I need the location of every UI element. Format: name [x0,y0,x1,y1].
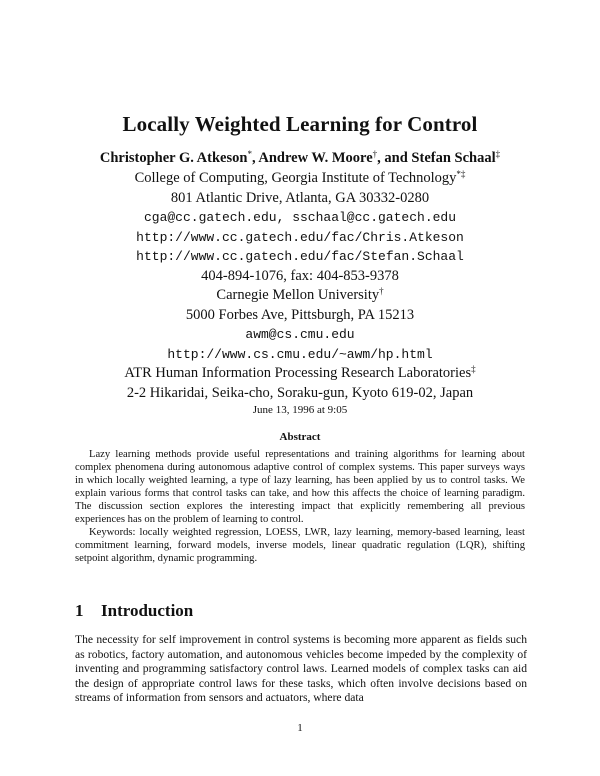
section-title: Introduction [101,601,194,620]
author-name: Christopher G. Atkeson [99,150,248,166]
affiliation-mark: † [379,286,384,296]
section-number: 1 [75,601,84,620]
email-cmu[interactable]: awm@cs.cmu.edu [245,327,355,342]
phone-georgia: 404-894-1076, fax: 404-853-9378 [201,267,399,284]
url-moore[interactable]: http://www.cs.cmu.edu/~awm/hp.html [167,346,433,362]
affiliation-mark: ‡ [471,364,476,374]
author-mark: ‡ [495,149,501,159]
paper-title: Locally Weighted Learning for Control [122,112,478,136]
address-georgia: 801 Atlantic Drive, Atlanta, GA 30332-0280 [170,189,430,206]
email-georgia[interactable]: cga@cc.gatech.edu, sschaal@cc.gatech.edu [143,210,457,225]
affiliation-name: Carnegie Mellon University [216,287,380,303]
address-cmu: 5000 Forbes Ave, Pittsburgh, PA 15213 [185,306,415,323]
author-list [0,150,600,167]
author-mark: * [247,149,252,159]
section-body [75,633,527,706]
address-atr: 2-2 Hikaridai, Seika-cho, Soraku-gun, Kyoto 619-02, Japan [126,384,474,401]
paper-date: June 13, 1996 at 9:05 [252,404,348,416]
affiliation-name: College of Computing, Georgia Institute of Technology [134,170,457,186]
affiliation-atr [0,364,600,384]
url-schaal[interactable]: http://www.cc.gatech.edu/fac/Stefan.Schaal [136,249,464,264]
affiliation-mark: *‡ [456,169,466,179]
url-atkeson[interactable]: http://www.cc.gatech.edu/fac/Chris.Atkeson [136,229,464,245]
author-name: Andrew W. Moore [258,150,373,166]
affiliation-georgia [0,169,600,189]
body-paragraph: The necessity for self improvement in control systems is becoming more apparent as fields such as robotics, factory automation, and autonomous vehicles become impeded by the complexity of inventing and programming satisfactory control laws. Learned models of complex tasks can aid the design of appropriate control laws for these tasks, which often involve decisions based on streams of information from sensors and actuators, where data [75,633,527,704]
affiliation-name: ATR Human Information Processing Research Laboratories [124,365,472,381]
section-heading [75,601,193,621]
keywords-paragraph: Keywords: locally weighted regression, LOESS, LWR, lazy learning, memory-based learning, least commitment learning, forward models, inverse models, linear quadratic regulation (LQR), shifting setpoint algorithm, dynamic programming. [75,527,525,564]
affiliation-cmu [0,286,600,306]
affiliations [0,169,600,403]
author-separator: , and [377,150,412,166]
author-name: Stefan Schaal [411,150,496,166]
author-separator: , [251,150,259,166]
abstract-paragraph: Lazy learning methods provide useful representations and training algorithms for learning about complex phenomena during autonomous adaptive control of complex systems. This paper surveys ways in which locally weighted learning, a type of lazy learning, has been applied by us to control tasks. We explain various forms that control tasks can take, and how this affects the choice of learning paradigm. The discussion section explores the interesting impact that explicitly remembering all previous experiences has on the problem of learning to control. [75,449,525,525]
author-mark: † [372,149,378,159]
abstract-body [75,448,525,565]
abstract-heading: Abstract [279,431,321,443]
page-number: 1 [297,722,303,734]
